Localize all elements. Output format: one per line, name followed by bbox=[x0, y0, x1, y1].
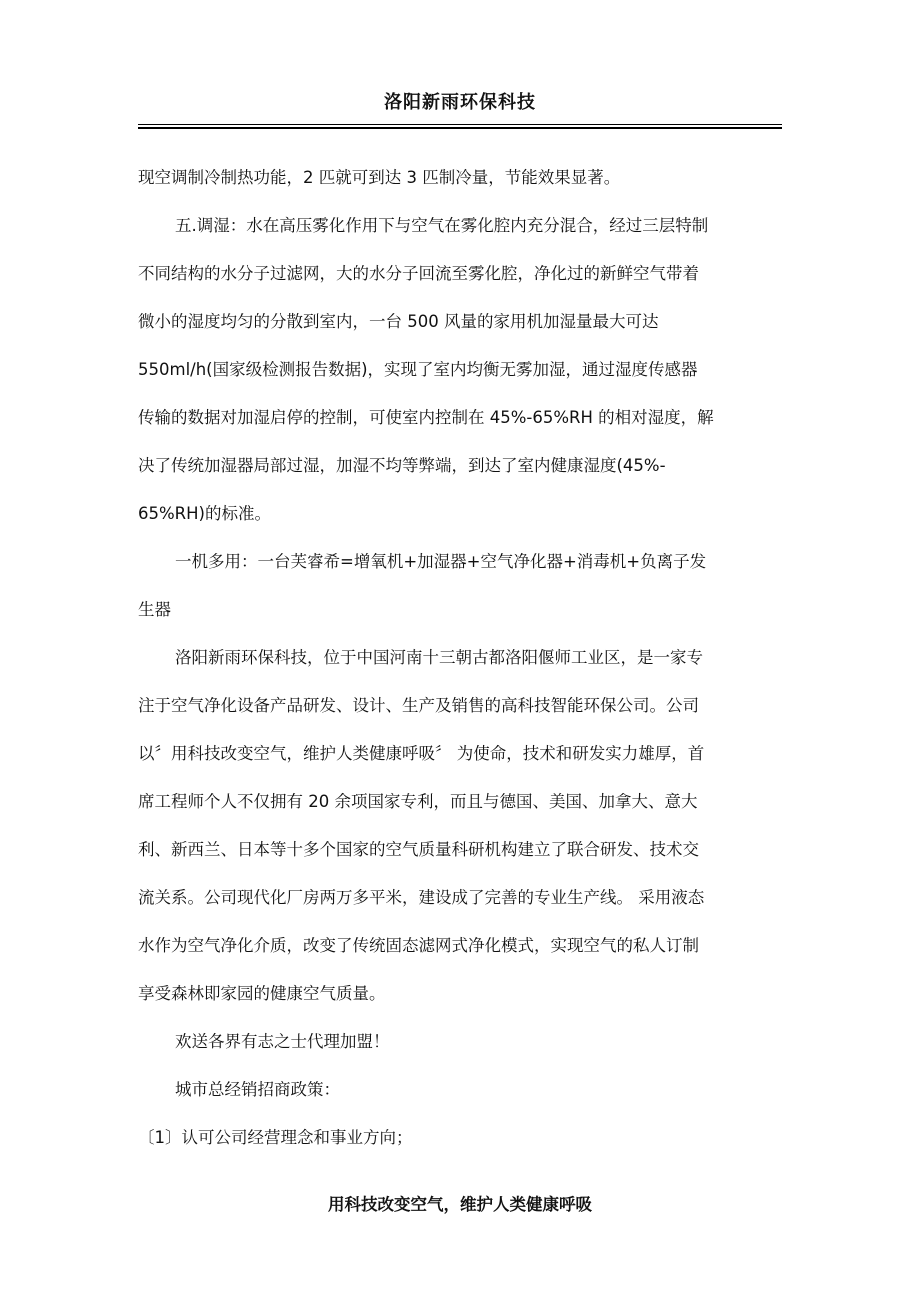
paragraph-line: 微小的湿度均匀的分散到室内，一台 500 风量的家用机加湿量最大可达 bbox=[138, 312, 659, 331]
paragraph-line: 流关系。公司现代化厂房两万多平米，建设成了完善的专业生产线。 采用液态 bbox=[138, 888, 705, 907]
footer-slogan: 用科技改变空气，维护人类健康呼吸 bbox=[328, 1195, 592, 1214]
paragraph-line: 注于空气净化设备产品研发、设计、生产及销售的高科技智能环保公司。公司 bbox=[138, 696, 699, 715]
paragraph-line: 〔1〕认可公司经营理念和事业方向； bbox=[138, 1128, 413, 1147]
paragraph-line: 一机多用：一台芙睿希=增氧机+加湿器+空气净化器+消毒机+负离子发 bbox=[175, 552, 707, 571]
paragraph-line: 洛阳新雨环保科技，位于中国河南十三朝古都洛阳偃师工业区，是一家专 bbox=[175, 648, 703, 667]
paragraph-line: 现空调制冷制热功能，2 匹就可到达 3 匹制冷量，节能效果显著。 bbox=[138, 168, 621, 187]
paragraph-line: 550ml/h(国家级检测报告数据)，实现了室内均衡无雾加湿，通过湿度传感器 bbox=[138, 360, 698, 379]
paragraph-line: 利、新西兰、日本等十多个国家的空气质量科研机构建立了联合研发、技术交 bbox=[138, 840, 699, 859]
paragraph-line: 欢送各界有志之士代理加盟！ bbox=[175, 1032, 390, 1051]
paragraph-line: 决了传统加湿器局部过湿，加湿不均等弊端，到达了室内健康湿度(45%- bbox=[138, 456, 666, 475]
paragraph-line: 享受森林即家园的健康空气质量。 bbox=[138, 984, 386, 1003]
paragraph-line: 城市总经销招商政策： bbox=[175, 1080, 340, 1099]
body-text bbox=[138, 154, 784, 1162]
paragraph-line: 生器 bbox=[138, 600, 171, 619]
paragraph-line: 五.调湿：水在高压雾化作用下与空气在雾化腔内充分混合，经过三层特制 bbox=[175, 216, 709, 235]
paragraph-line: 不同结构的水分子过滤网，大的水分子回流至雾化腔，净化过的新鲜空气带着 bbox=[138, 264, 699, 283]
paragraph-line: 水作为空气净化介质，改变了传统固态滤网式净化模式，实现空气的私人订制 bbox=[138, 936, 699, 955]
paragraph-line: 以〞用科技改变空气，维护人类健康呼吸〞 为使命，技术和研发实力雄厚，首 bbox=[138, 744, 705, 763]
paragraph-line: 传输的数据对加湿启停的控制，可使室内控制在 45%-65%RH 的相对湿度，解 bbox=[138, 408, 714, 427]
page-header-title: 洛阳新雨环保科技 bbox=[384, 92, 536, 113]
paragraph-line: 65%RH)的标准。 bbox=[138, 504, 271, 523]
header-rule-thick bbox=[138, 127, 782, 129]
paragraph-line: 席工程师个人不仅拥有 20 余项国家专利，而且与德国、美国、加拿大、意大 bbox=[138, 792, 698, 811]
header-rule-thin bbox=[138, 124, 782, 125]
